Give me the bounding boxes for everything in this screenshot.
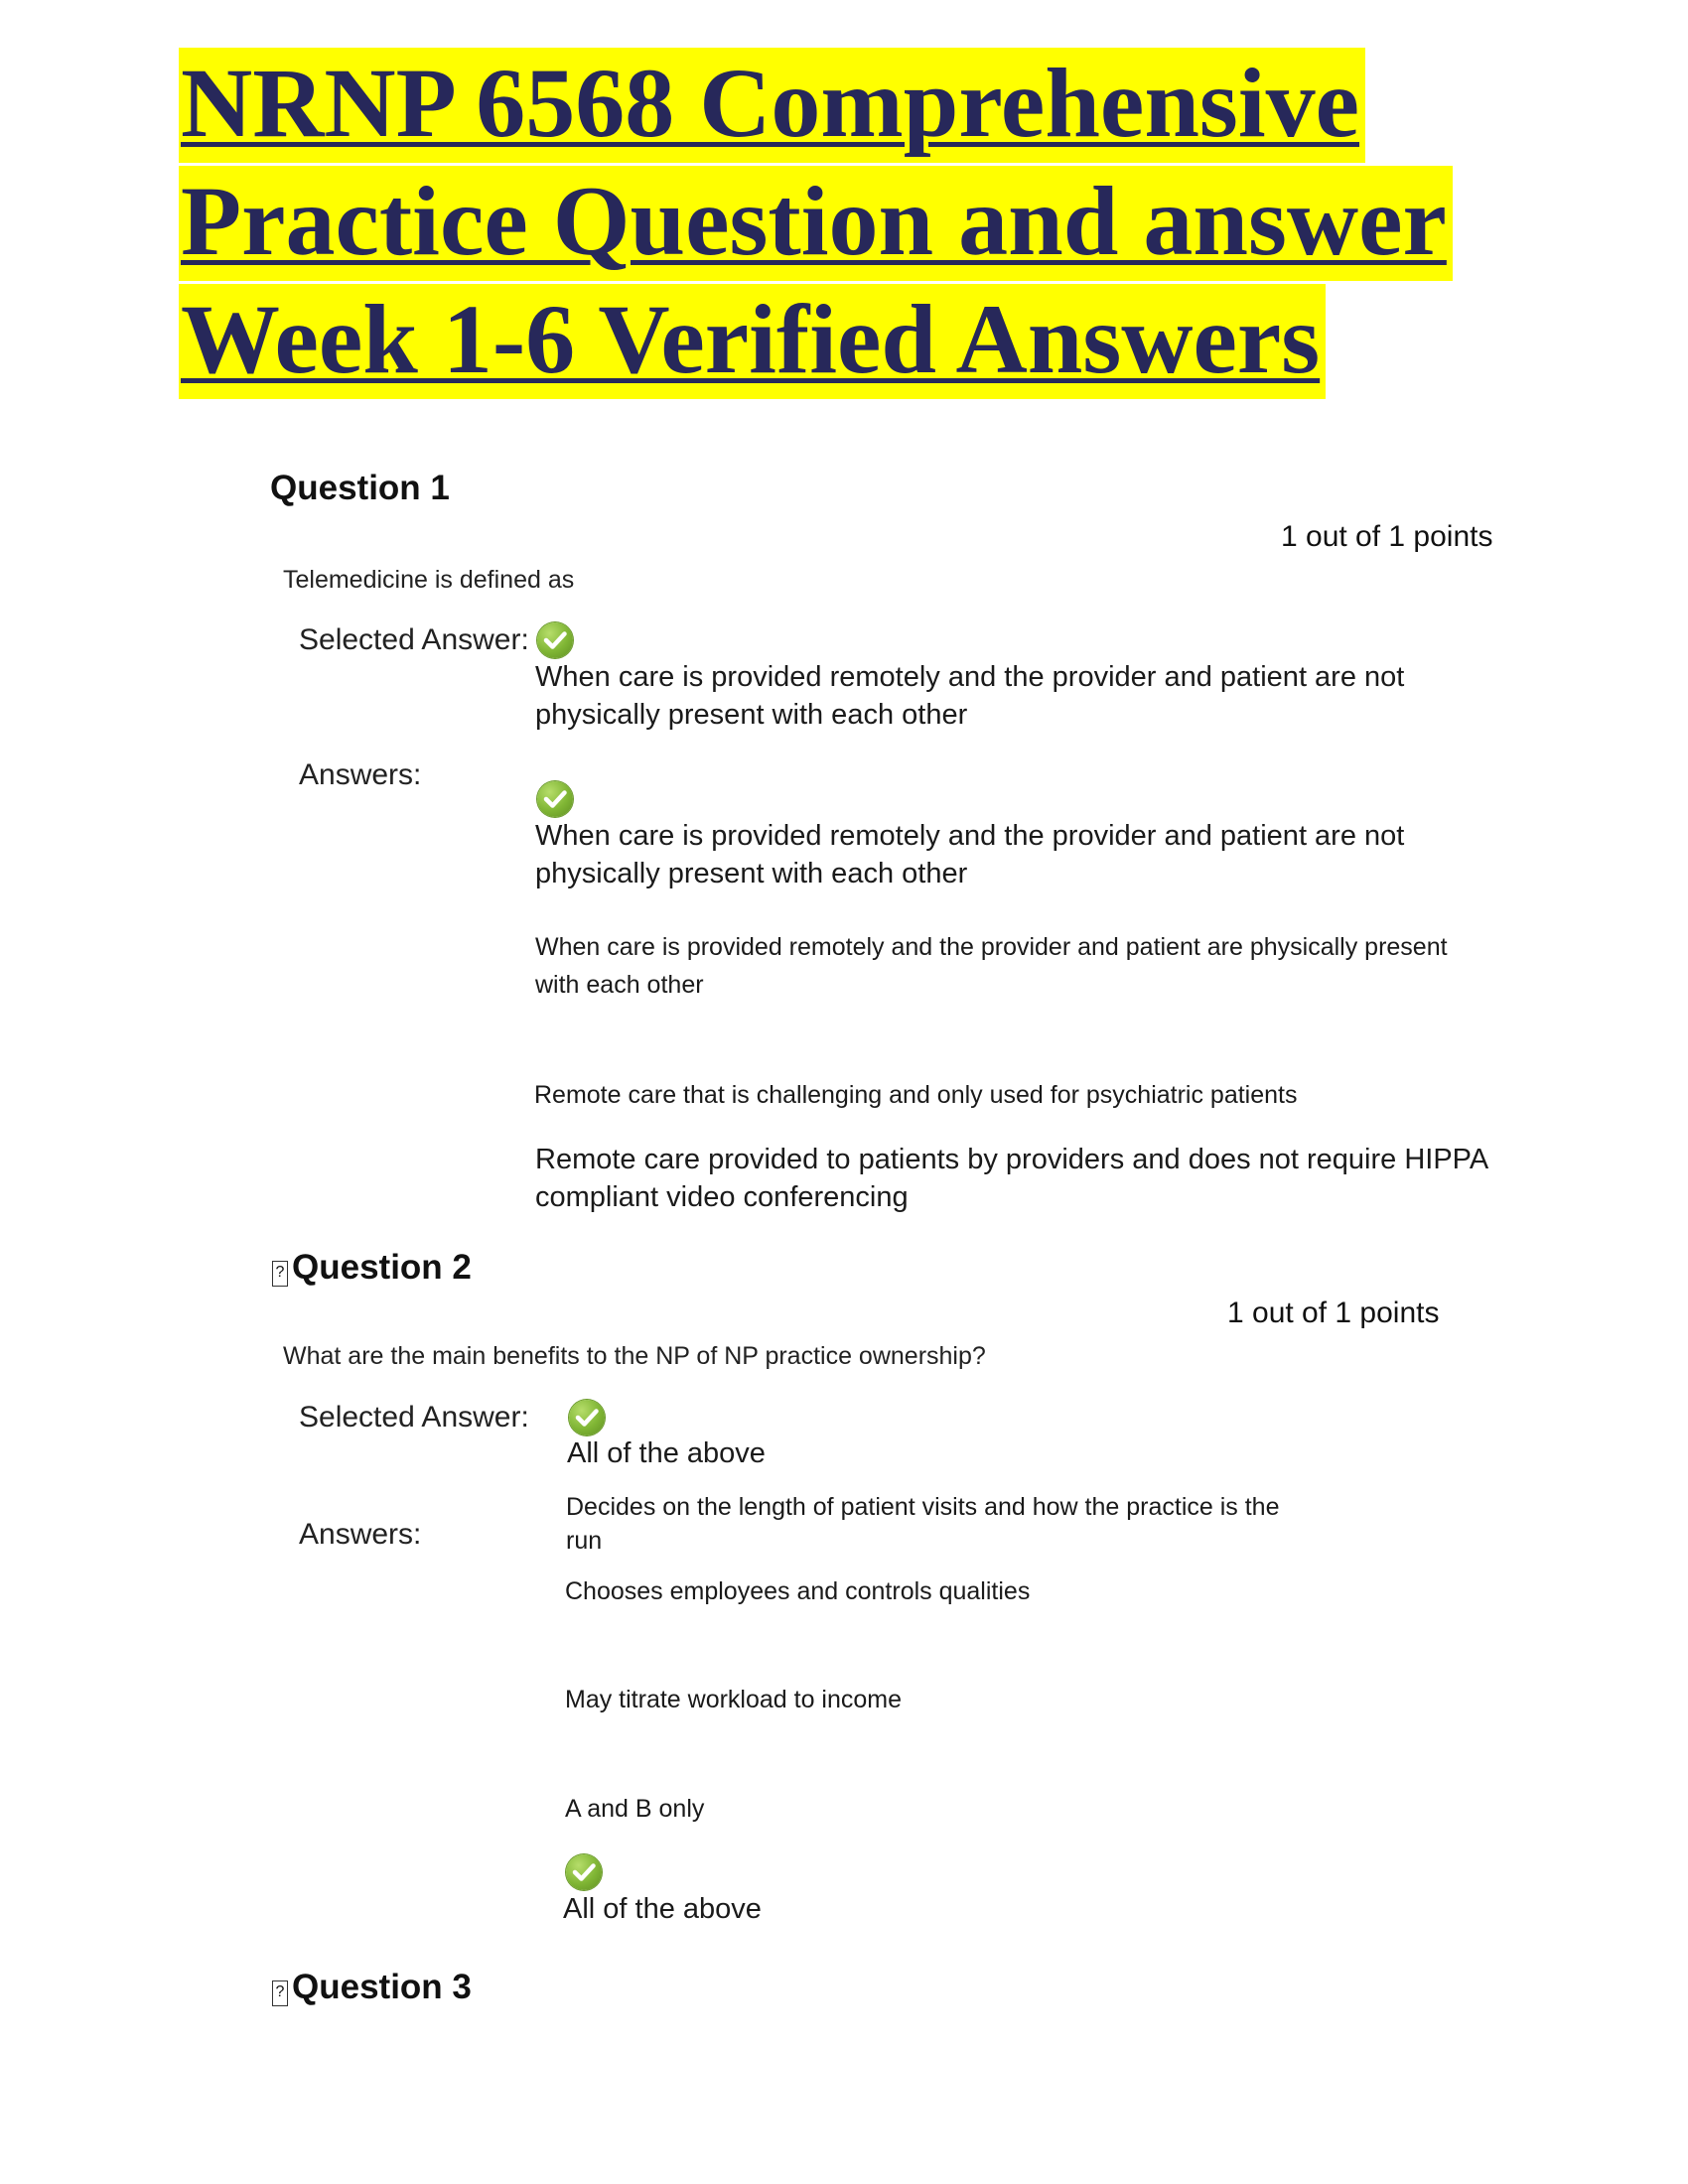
question-2-answer-4: A and B only: [565, 1795, 705, 1823]
question-1-selected-label: Selected Answer:: [299, 623, 529, 656]
question-2-answer-5: All of the above: [563, 1893, 762, 1925]
title-line-3: Week 1-6 Verified Answers: [179, 284, 1326, 399]
question-2-text: What are the main benefits to the NP of NP practice ownership?: [283, 1342, 986, 1370]
question-2-answer-2: Chooses employees and controls qualities: [565, 1577, 1031, 1605]
title-line-1: NRNP 6568 Comprehensive: [179, 48, 1365, 163]
question-2-selected-answer: All of the above: [567, 1437, 766, 1469]
question-2-points: 1 out of 1 points: [1227, 1297, 1440, 1329]
title-line-2: Practice Question and answer: [179, 166, 1453, 281]
question-1-answer-2: When care is provided remotely and the provider and patient are physically present with each other: [535, 933, 1448, 999]
check-circle-icon: [566, 1854, 602, 1890]
question-1-answer-4: Remote care provided to patients by providers and does not require HIPPA compliant video conferencing: [535, 1144, 1487, 1213]
missing-glyph-icon: ?: [272, 1261, 288, 1287]
question-2-heading: ? Question 2: [272, 1248, 472, 1288]
question-2-answer-3: May titrate workload to income: [565, 1686, 903, 1713]
check-circle-icon: [569, 1400, 605, 1435]
question-1-answers-label: Answers:: [299, 758, 422, 791]
check-circle-icon: [537, 622, 573, 658]
document-title: [179, 48, 1453, 402]
question-3-heading: ? Question 3: [272, 1968, 472, 2007]
missing-glyph-icon: ?: [272, 1980, 288, 2006]
check-circle-icon: [537, 781, 573, 817]
question-1-points: 1 out of 1 points: [1281, 520, 1493, 553]
question-1-answer-1: When care is provided remotely and the provider and patient are not physically present with each other: [535, 820, 1405, 889]
question-2-answers-label: Answers:: [299, 1518, 422, 1551]
question-1-text: Telemedicine is defined as: [283, 566, 575, 594]
question-1-selected-answer: When care is provided remotely and the provider and patient are not physically present with each other: [535, 661, 1405, 731]
question-1-heading: Question 1: [270, 469, 450, 507]
question-2-answer-1: Decides on the length of patient visits and how the practice is the run: [566, 1493, 1280, 1555]
question-1-answer-3: Remote care that is challenging and only used for psychiatric patients: [534, 1081, 1298, 1109]
question-2-selected-label: Selected Answer:: [299, 1401, 529, 1433]
